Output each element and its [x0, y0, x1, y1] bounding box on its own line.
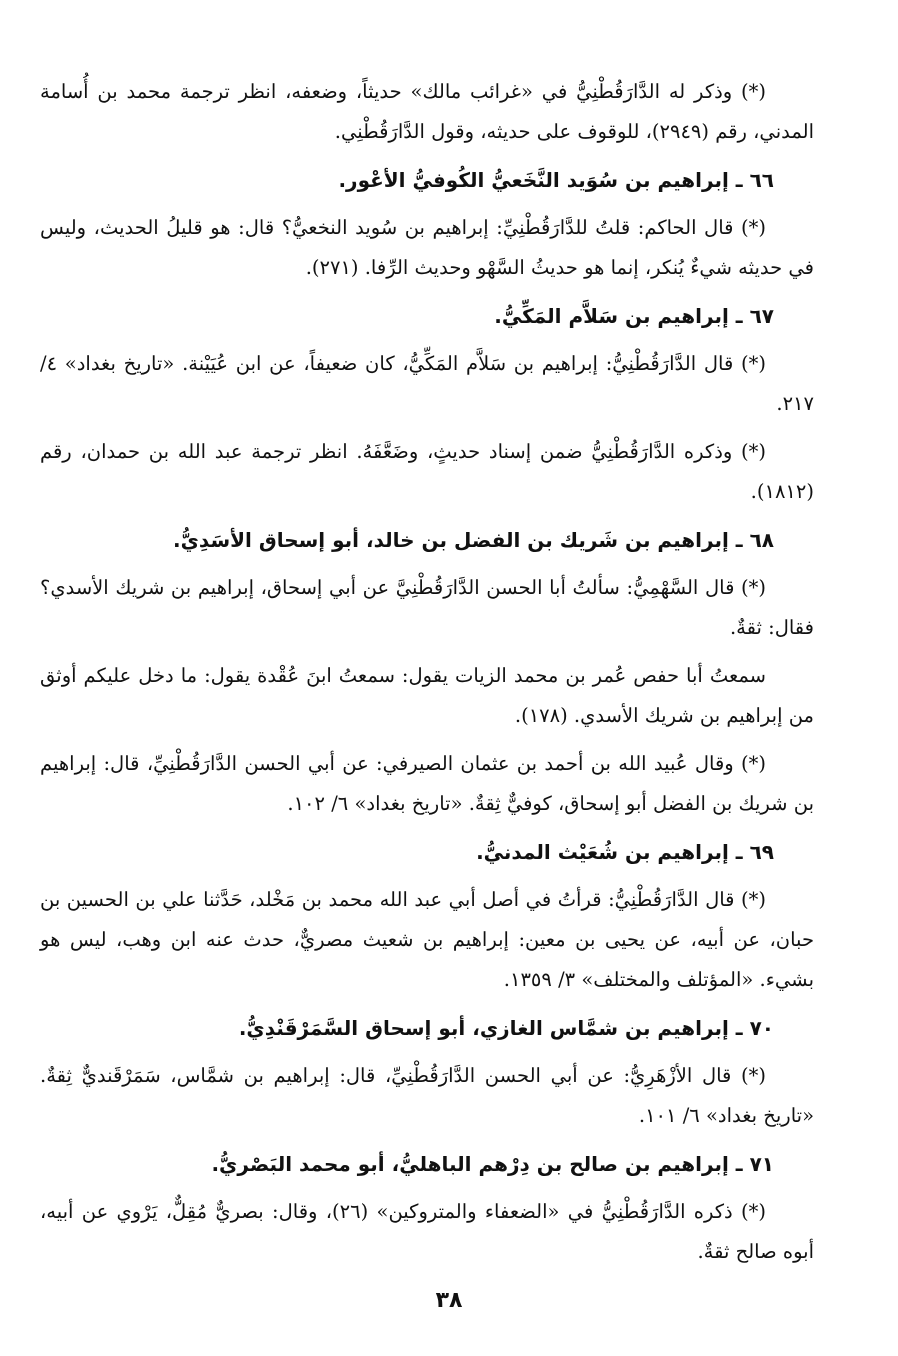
- paragraph: (*) قال الأزْهَرِيُّ: عن أبي الحسن الدَّارَقُطْنِيِّ، قال: إبراهيم بن شمَّاس، سَمَرْقَنديٌّ ثِقةٌ. «تاريخ بغداد» ٦/ ١٠١.: [40, 1064, 814, 1127]
- paragraph: (*) وقال عُبيد الله بن أحمد بن عثمان الصيرفي: عن أبي الحسن الدَّارَقُطْنِيِّ، قال: إبراهيم بن شريك بن الفضل أبو إسحاق، كوفيٌّ ثِقةٌ. «تاريخ بغداد» ٦/ ١٠٢.: [40, 752, 814, 815]
- paragraph: (*) وذكر له الدَّارَقُطْنِيُّ في «غرائب مالك» حديثاً، وضعفه، انظر ترجمة محمد بن أُسامة المدني، رقم (٢٩٤٩)، للوقوف على حديثه، وقول الدَّارَقُطْنِي.: [40, 80, 814, 143]
- paragraph: (*) قال الدَّارَقُطْنِيُّ: إبراهيم بن سَلاَّم المَكِّيُّ، كان ضعيفاً، عن ابن عُيَيْنة. «تاريخ بغداد» ٤/ ٢١٧.: [40, 352, 814, 415]
- entry-heading-69: ٦٩ ـ إبراهيم بن شُعَيْث المدنيُّ.: [476, 840, 774, 864]
- paragraph: (*) ذكره الدَّارَقُطْنِيُّ في «الضعفاء والمتروكين» (٢٦)، وقال: بصريٌّ مُقِلٌّ، يَرْوي عن أبيه، أبوه صالح ثقةٌ.: [40, 1200, 814, 1263]
- entry-heading-68: ٦٨ ـ إبراهيم بن شَريك بن الفضل بن خالد، أبو إسحاق الأسَدِيُّ.: [172, 528, 774, 552]
- paragraph: سمعتُ أبا حفص عُمر بن محمد الزيات يقول: سمعتُ ابنَ عُقْدة يقول: ما دخل عليكم أوثق من إبراهيم بن شريك الأسدي. (١٧٨).: [40, 664, 814, 727]
- paragraph: (*) قال الحاكم: قلتُ للدَّارَقُطْنِيِّ: إبراهيم بن سُويد النخعيُّ؟ قال: هو قليلُ الحديث، وليس في حديثه شيءٌ يُنكر، إنما هو حديثُ السَّهْو وحديث الرِّفا. (٢٧١).: [40, 216, 814, 279]
- entry-heading-71: ٧١ ـ إبراهيم بن صالح بن دِرْهم الباهليُّ، أبو محمد البَصْريُّ.: [211, 1152, 774, 1176]
- entry-heading-66: ٦٦ ـ إبراهيم بن سُوَيد النَّخَعيُّ الكُوفيُّ الأعْور.: [338, 168, 774, 192]
- entry-heading-67: ٦٧ ـ إبراهيم بن سَلاَّم المَكِّيُّ.: [494, 304, 774, 328]
- page-body: [40, 72, 814, 1272]
- paragraph: (*) وذكره الدَّارَقُطْنِيُّ ضمن إسناد حديثٍ، وضَعَّفَهُ. انظر ترجمة عبد الله بن حمدان، رقم (١٨١٢).: [40, 440, 814, 503]
- paragraph: (*) قال الدَّارَقُطْنِيُّ: قرأتُ في أصل أبي عبد الله محمد بن مَخْلد، حَدَّثنا علي بن الحسين بن حبان، عن أبيه، عن يحيى بن معين: إبراهيم بن شعيث مصريٌّ، حدث عنه ابن وهب، ليس هو بشيء. «المؤتلف والمختلف» ٣/ ١٣٥٩.: [40, 888, 814, 991]
- entry-heading-70: ٧٠ ـ إبراهيم بن شمَّاس الغازي، أبو إسحاق السَّمَرْقَنْدِيُّ.: [238, 1016, 774, 1040]
- page-number: ٣٨: [435, 1288, 463, 1313]
- paragraph: (*) قال السَّهْمِيُّ: سألتُ أبا الحسن الدَّارَقُطْنِيَّ عن أبي إسحاق، إبراهيم بن شريك الأسدي؟ فقال: ثقةٌ.: [40, 576, 814, 639]
